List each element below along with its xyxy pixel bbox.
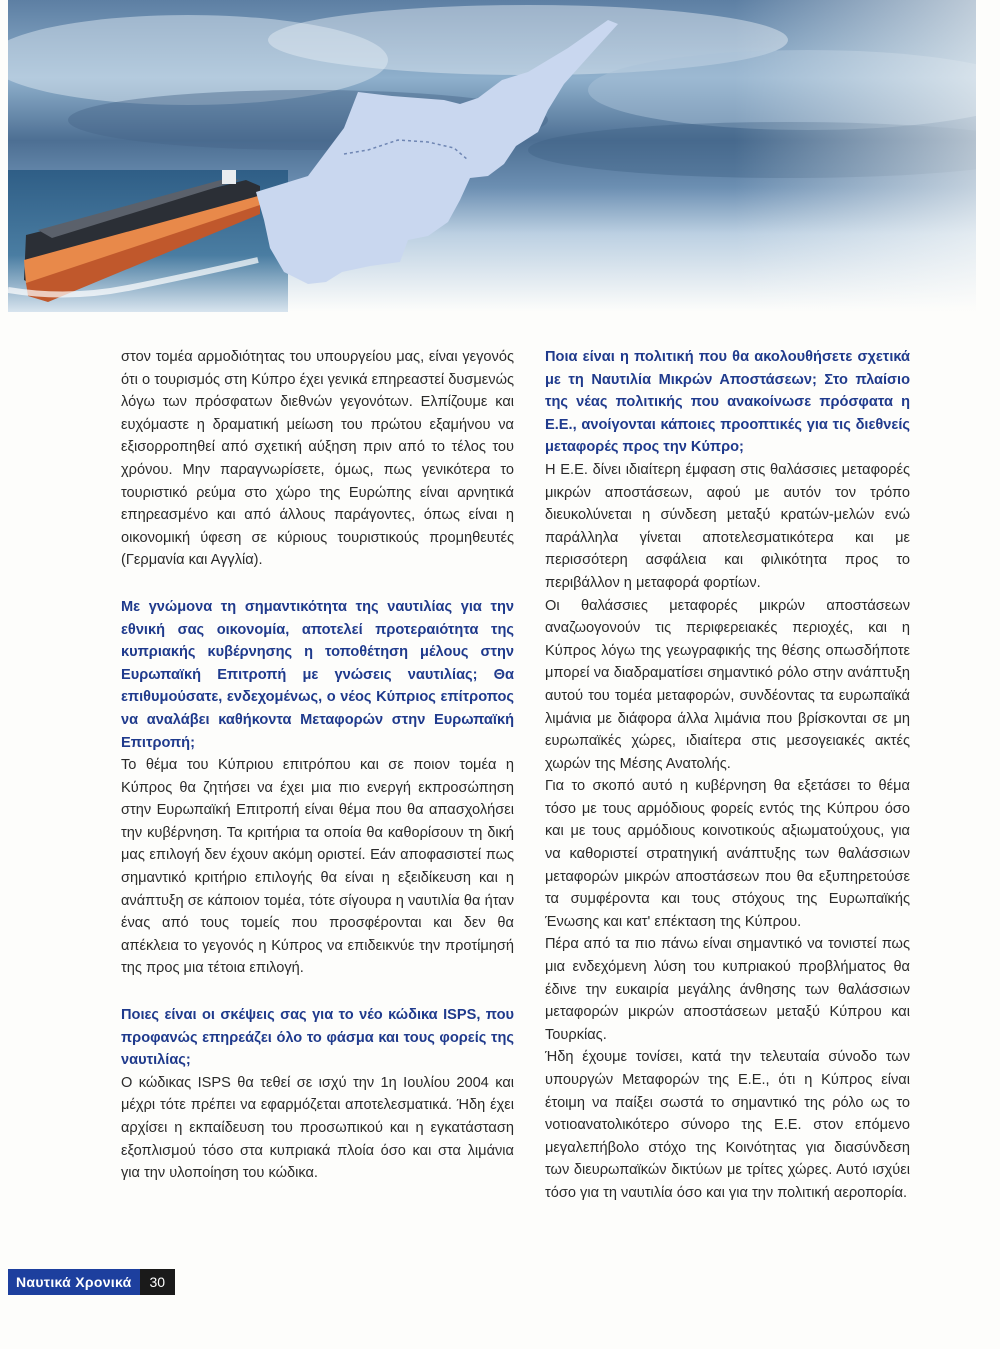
header-photo xyxy=(8,0,976,312)
answer-paragraph-1: Η Ε.Ε. δίνει ιδιαίτερη έμφαση στις θαλάσσιες μεταφορές μικρών αποστάσεων, αφού με αυτόν τον τρόπο διευκολύνεται η σύνδεση μεταξύ κρατών-μελών ενώ παράλληλα γίνεται αποτελεσματικότερα και με περισσότερη ασφάλεια και φιλικότητα προς το περιβάλλον η μεταφορά φορτίων. xyxy=(545,461,910,591)
answer-paragraph-3: Για το σκοπό αυτό η κυβέρνηση θα εξετάσει το θέμα τόσο με τους αρμόδιους φορείς εντός της Κύπρου όσο και με τους αρμόδιους κοινοτικούς αξιωματούχους, για να καθοριστεί στρατηγική ανάπτυξης των θαλάσσιων μεταφορών μικρών αποστάσεων που θα εξυπηρετούσε τα συμφέροντα και τους στόχους της Ευρωπαϊκής Ένωσης και κατ' επέκταση της Κύπρου. xyxy=(545,778,910,930)
right-column xyxy=(545,346,910,1205)
answer-paragraph-5: Ήδη έχουμε τονίσει, κατά την τελευταία σύνοδο των υπουργών Μεταφορών της Ε.Ε., ότι η Κύπρος είναι έτοιμη να παίξει σωστά το σημαντικό της ρόλο ως το νοτιοανατολικότερο σύνορο της Ε.Ε. στον επόμενο μεγαλεπήβολο στόχο της Κοινότητας για διασύνδεση των διευρωπαϊκών δικτύων με τρίτες χώρες. Αυτό ισχύει τόσο για τη ναυτιλία όσο και για την πολιτική αεροπορία. xyxy=(545,1049,910,1201)
question-short-sea: Ποια είναι η πολιτική που θα ακολουθήσετε σχετικά με τη Ναυτιλία Μικρών Αποστάσεων; Στο πλαίσιο της νέας πολιτικής που ανακοίνωσε πρόσφατα η Ε.Ε., ανοίγονται κάποιες προοπτικές για τις διεθνείς μεταφορές προς την Κύπρο; xyxy=(545,349,910,456)
answer-isps: Ο κώδικας ISPS θα τεθεί σε ισχύ την 1η Ιουλίου 2004 και μέχρι τότε πρέπει να εφαρμόζεται αποτελεσματικά. Ήδη έχει αρχίσει η εκπαίδευση του προσωπικού και η εγκατάσταση εξοπλισμού τόσο στα κυπριακά πλοία όσο και στα λιμάνια για την υλοποίηση του κώδικα. xyxy=(121,1074,514,1182)
answer-paragraph-4: Πέρα από τα πιο πάνω είναι σημαντικό να τονιστεί πως μια ενδεχόμενη λύση του κυπριακού προβλήματος θα έδινε την ευκαιρία μεγάλης άνθησης των θαλάσσιων μεταφορών μικρών αποστάσεων μεταξύ Κύπρου και Τουρκίας. xyxy=(545,936,910,1043)
page-number: 30 xyxy=(140,1269,176,1295)
page-footer xyxy=(8,1269,175,1295)
intro-paragraph: στον τομέα αρμοδιότητας του υπουργείου μας, είναι γεγονός ότι ο τουρισμός στη Κύπρο έχει γενικά επηρεαστεί δυσμενώς λόγω των πρόσφατων διεθνών γεγονότων. Ελπίζουμε και ευχόμαστε η δραματική μείωση του πρώτου εξαμήνου να εξισορροπηθεί από σχετική αύξηση πριν από το τέλος του χρόνου. Μην παραγνωρίσετε, όμως, πως γενικότερα το τουριστικό ρεύμα στο χώρο της Ευρώπης είναι αρνητικά επηρεασμένο και από άλλους παράγοντες, όπως είναι η οικονομική ύφεση σε κύριους τουριστικούς προμηθευτές (Γερμανία και Αγγλία). xyxy=(121,349,514,569)
left-column xyxy=(121,346,514,1185)
magazine-name: Ναυτικά Χρονικά xyxy=(8,1269,140,1295)
answer-commissioner: Το θέμα του Κύπριου επιτρόπου και σε ποιον τομέα η Κύπρος θα ζητήσει να έχει μια πιο ενεργή εκπροσώπηση στην Ευρωπαϊκή Επιτροπή είναι θέμα που θα απασχολήσει την κυβέρνηση. Τα κριτήρια τα οποία θα καθορίσουν τη δική μας επιλογή δεν έχουν ακόμη οριστεί. Εάν αποφασιστεί πως σημαντικό κριτήριο επιλογής θα είναι η εξειδίκευση και η ανάπτυξη σε κάποιον τομέα, τότε σίγουρα η ναυτιλία θα ήταν ένας από τους τομείς που προσφέρονται και δεν θα απέκλεια το γεγονός η Κύπρος να επιδεικνύε την προτίμησή της προς μια τέτοια επιλογή. xyxy=(121,757,514,977)
question-commissioner: Με γνώμονα τη σημαντικότητα της ναυτιλίας για την εθνική σας οικονομία, αποτελεί προτεραιότητα της κυπριακής κυβέρνησης η τοποθέτηση μέλους στην Ευρωπαϊκή Επιτροπή με γνώσεις ναυτιλίας; Θα επιθυμούσατε, ενδεχομένως, ο νέος Κύπριος επίτροπος να αναλάβει καθήκοντα Μεταφορών στην Ευρωπαϊκή Επιτροπή; xyxy=(121,598,514,751)
question-isps: Ποιες είναι οι σκέψεις σας για το νέο κώδικα ISPS, που προφανώς επηρεάζει όλο το φάσμα και τους φορείς της ναυτιλίας; xyxy=(121,1007,514,1069)
answer-paragraph-2: Οι θαλάσσιες μεταφορές μικρών αποστάσεων αναζωογονούν τις περιφερειακές περιοχές, και η Κύπρος λόγω της γεωγραφικής της θέσης οπωσδήποτε μπορεί να διαδραματίσει σημαντικό ρόλο στην ανάπτυξη αυτού του τομέα μεταφορών, συνδέοντας τα ευρωπαϊκά λιμάνια με διάφορα άλλα λιμάνια που βρίσκονται σε μη ευρωπαϊκές χώρες, ιδιαίτερα στις μεσογειακές ακτές χωρών της Μέσης Ανατολής. xyxy=(545,597,910,772)
